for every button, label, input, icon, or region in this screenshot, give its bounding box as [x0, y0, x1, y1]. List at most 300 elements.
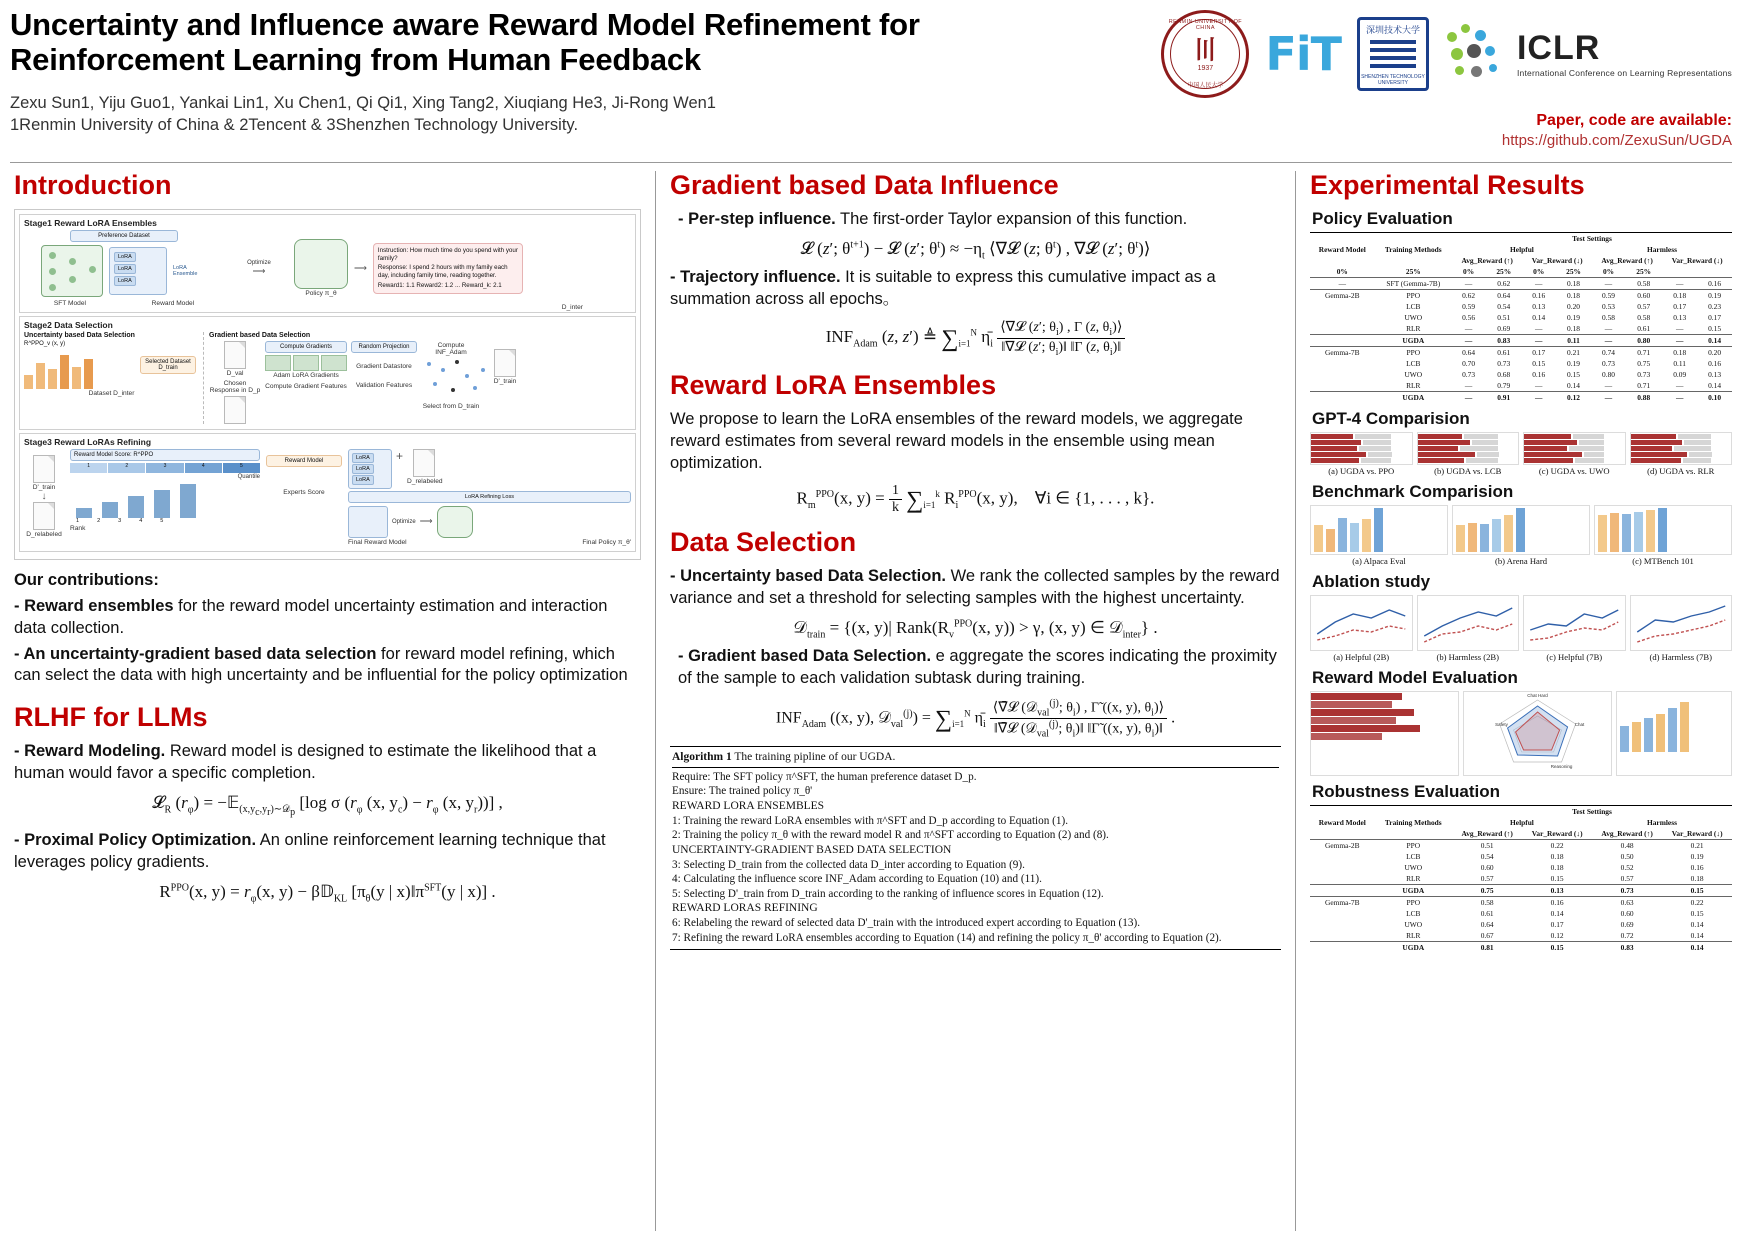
cell-reward-model: — — [1310, 277, 1375, 289]
algorithm-section-3: REWARD LORAS REFINING — [672, 902, 818, 915]
stage2-right-title: Gradient based Data Selection — [209, 331, 311, 339]
cell-value: 0.15 — [1522, 941, 1592, 953]
robustness-table-body — [1310, 839, 1732, 953]
table-row — [1310, 301, 1732, 312]
sztu-logo-cn-text: 深圳技术大学 — [1365, 25, 1420, 35]
cell-reward-model: Gemma-7B — [1310, 346, 1375, 358]
cell-value: 0.83 — [1485, 334, 1522, 346]
ablation-chart-b — [1417, 595, 1520, 651]
gradient-selection-para — [670, 646, 1281, 690]
th-pct-6: 25% — [1566, 266, 1581, 276]
cell-reward-model — [1310, 323, 1375, 335]
uncertainty-text: We rank the collected samples by the reward variance and set a threshold for selecting samples with the highest uncertainty. — [670, 566, 1280, 607]
stage3-title: Stage3 Reward LoRAs Refining — [24, 436, 152, 447]
rm-eval-grouped-bars — [1616, 691, 1732, 776]
cell-value: 0.12 — [1555, 391, 1592, 403]
prompt-instruction: Instruction: How much time do you spend with your family? — [377, 246, 518, 262]
gpt4-figure-row — [1310, 432, 1732, 465]
rm-eval-radar — [1463, 691, 1612, 776]
bar — [1456, 525, 1465, 552]
ablation-figure-row — [1310, 595, 1732, 651]
poster-header — [10, 8, 1732, 158]
cell-value: 0.57 — [1620, 873, 1634, 883]
cell-reward-model — [1310, 930, 1375, 942]
bar — [1314, 525, 1323, 552]
bar — [1516, 508, 1525, 552]
th-avg-reward-harmless: Avg_Reward (↑) — [1601, 255, 1653, 265]
cell-value: 0.14 — [1532, 312, 1546, 322]
th-harmless: Harmless — [1646, 244, 1677, 254]
cell-reward-model — [1310, 884, 1375, 896]
lora-refining-loss-label: LoRA Refining Loss — [348, 491, 631, 503]
availability-label: Paper, code are available: — [1536, 112, 1732, 129]
svg-text:Chat: Chat — [1574, 721, 1585, 727]
page-title: Uncertainty and Influence aware Reward Model Refinement for Reinforcement Learning from Human Feedback — [10, 7, 920, 77]
select-from-dtrain-caption: Select from D_train — [422, 402, 480, 410]
cell-value: 0.11 — [1555, 334, 1592, 346]
ablation-chart-a — [1310, 595, 1413, 651]
reward-modeling-lead: - Reward Modeling. — [14, 742, 166, 761]
adam-lora-grad-caption: Adam LoRA Gradients — [273, 371, 339, 379]
cell-training-method: UGDA — [1375, 941, 1452, 953]
gpt4-caption-c: (c) UGDA vs. UWO — [1538, 465, 1610, 476]
bar — [1598, 515, 1607, 552]
cell-value: 0.54 — [1497, 301, 1511, 311]
gpt4-chart-a — [1310, 432, 1413, 465]
lora-chip-1: LoRA — [114, 252, 136, 262]
cell-value: 0.75 — [1452, 884, 1522, 896]
cell-value: 0.19 — [1567, 358, 1580, 368]
cell-value: 0.14 — [1662, 941, 1732, 953]
cell-value: 0.20 — [1567, 301, 1580, 311]
algorithm-require: Require: The SFT policy π^SFT, the human preference dataset D_p. — [672, 770, 977, 783]
cell-value: — — [1464, 380, 1473, 390]
algorithm-line-2: 2: Training the policy π_θ with the reward model R and π^SFT according to Equation (2) and (8). — [672, 829, 1109, 842]
algorithm-line-1: 1: Training the reward LoRA ensembles with π^SFT and D_p according to Equation (1). — [672, 814, 1068, 827]
cell-value: 0.15 — [1662, 884, 1732, 896]
stage3-relabeled-doc2-icon — [413, 449, 435, 477]
repo-link[interactable]: https://github.com/ZexuSun/UGDA — [1501, 132, 1732, 149]
cell-value: 0.18 — [1555, 289, 1592, 301]
equation-ppo-reward: $R^{PPO}(x$, $y) = r_\varphi(x$, y) − β𝔻$_{KL}$ [$\pi_\theta(y$ | $x)‖\pi^{SFT}(y$ | x)] . — [159, 882, 496, 905]
cell-value: 0.53 — [1602, 301, 1615, 311]
cell-value: — — [1592, 277, 1625, 289]
svg-text:Safety: Safety — [1495, 721, 1509, 727]
cell-value: — — [1662, 277, 1697, 289]
table-row — [1310, 346, 1732, 358]
gradient-text: e aggregate the scores indicating the proximity of the sample to each validation subtask during training. — [678, 646, 1277, 687]
dtrain-out-doc-icon — [494, 349, 516, 377]
cell-value: 0.13 — [1532, 301, 1546, 311]
cell-value: 0.18 — [1662, 289, 1697, 301]
cell-value: 0.54 — [1480, 851, 1494, 861]
bar — [1492, 519, 1501, 552]
sft-model-caption: SFT Model — [53, 299, 86, 307]
cell-value: 0.83 — [1592, 941, 1662, 953]
benchmark-caption-b: (b) Arena Hard — [1494, 555, 1547, 566]
cell-value: 0.73 — [1637, 369, 1651, 379]
ablation-caption-b: (b) Harmless (2B) — [1436, 651, 1500, 662]
cell-value: 0.57 — [1637, 301, 1651, 311]
policy-caption: Policy π_θ — [305, 290, 337, 298]
iclr-logo-icon — [1445, 22, 1732, 86]
bar — [1468, 523, 1477, 552]
ppo-text: An online reinforcement learning technique that leverages policy gradients. — [14, 831, 606, 872]
cell-value: 0.18 — [1567, 323, 1580, 333]
ruc-logo-year: 1937 — [1197, 65, 1214, 72]
header-divider — [10, 162, 1732, 163]
cell-reward-model — [1310, 908, 1375, 919]
equation-trajectory-influence: $INF_{Adam}$ (z, z′) ≜ $\sum_{i=1}^N$ $\etā_i$ $\frac{⟨\nabla 𝓛 (z'; \theta_i) , \Gamma (z, \theta_i)⟩}{‖\nabla 𝓛 (z'; \theta_i)‖ ‖\Gamma (z, \theta_i)‖}$ — [670, 319, 1281, 358]
cell-value: 0.61 — [1480, 908, 1494, 918]
cell-value: 0.18 — [1662, 346, 1697, 358]
table-row — [1310, 930, 1732, 942]
perstep-lead: - Per-step influence. — [678, 209, 836, 228]
algorithm-header — [672, 750, 1279, 768]
equation-lora-mean: $R_m^{PPO}(x$, y) = $\frac{1}{k}$ $\sum_{i=1}^k$ $R_i^{PPO}(x$, y), ∀i ∈ {1, . . . , k}. — [796, 482, 1155, 515]
table-row — [1310, 323, 1732, 335]
cell-training-method: PPO — [1375, 346, 1452, 358]
column-method — [656, 171, 1296, 1231]
lora-ensemble-icon — [109, 247, 167, 295]
iclr-subtitle: International Conference on Learning Representations — [1516, 67, 1732, 78]
cell-training-method: UWO — [1404, 862, 1423, 872]
final-policy-icon — [437, 506, 473, 538]
table-row — [1310, 380, 1732, 392]
cell-value: 0.51 — [1452, 839, 1522, 851]
reward-model-caption: Reward Model — [151, 299, 195, 307]
cell-value: 0.57 — [1480, 873, 1494, 883]
cell-reward-model: Gemma-2B — [1310, 289, 1375, 301]
table-row — [1310, 391, 1732, 403]
cell-value: — — [1662, 391, 1697, 403]
th-helpful: Helpful — [1510, 244, 1534, 254]
contribution-2 — [14, 644, 641, 688]
algorithm-box — [670, 746, 1281, 950]
svg-text:Chat Hard: Chat Hard — [1527, 692, 1548, 698]
cell-value: 0.58 — [1602, 312, 1615, 322]
gpt4-caption-row — [1310, 465, 1732, 476]
cell-reward-model — [1310, 941, 1375, 953]
cell-value: 0.17 — [1522, 346, 1555, 358]
lora-body-text: We propose to learn the LoRA ensembles of the reward models, we aggregate reward estimates from several reward models in the ensemble using mean optimization. — [670, 410, 1243, 473]
plus-icon: + — [396, 448, 404, 463]
cell-value: 0.22 — [1662, 896, 1732, 908]
stage3-dtrain-caption: D'_train — [32, 483, 56, 491]
benchmark-caption-c: (c) MTBench 101 — [1632, 555, 1694, 566]
cell-value: 0.62 — [1452, 289, 1485, 301]
bar — [1480, 524, 1489, 552]
gradient-lead: - Gradient based Data Selection. — [678, 646, 932, 665]
preference-dataset-label: Preference Dataset — [70, 230, 178, 242]
cell-reward-model — [1310, 358, 1375, 369]
cell-value: 0.58 — [1637, 312, 1651, 322]
cell-value: 0.15 — [1550, 873, 1564, 883]
iclr-wordmark: ICLR — [1516, 28, 1601, 67]
poster-columns — [10, 171, 1732, 1231]
table-row — [1310, 851, 1732, 862]
perstep-para — [670, 209, 1281, 231]
bar — [1350, 523, 1359, 552]
cell-value: 0.80 — [1625, 334, 1662, 346]
cell-value: 0.69 — [1497, 323, 1511, 333]
reward-modeling-text: Reward model is designed to estimate the likelihood that a human would favor a specific completion. — [14, 742, 597, 782]
cell-value: 0.91 — [1485, 391, 1522, 403]
policy-table-body — [1310, 277, 1732, 403]
cell-value: 0.16 — [1522, 896, 1592, 908]
lora-ensemble-label: LoRA Ensemble — [173, 264, 198, 277]
cell-value: 0.19 — [1567, 312, 1580, 322]
gpt4-caption-a: (a) UGDA vs. PPO — [1328, 465, 1395, 476]
final-rm-caption: Final Reward Model — [348, 538, 407, 546]
cell-value: 0.13 — [1673, 312, 1687, 322]
cell-value: 0.16 — [1708, 358, 1722, 368]
rm-eval-bars — [1310, 691, 1459, 776]
algorithm-caption: The training pipline of our UGDA. — [731, 750, 896, 763]
arrow-right-icon-2: ⟶ — [354, 262, 367, 273]
section-lora-title: Reward LoRA Ensembles — [670, 370, 997, 401]
table-row — [1310, 884, 1732, 896]
cell-value: 0.18 — [1550, 862, 1564, 872]
contribution-1-lead: - Reward ensembles — [14, 596, 174, 615]
cell-value: 0.59 — [1592, 289, 1625, 301]
table-row — [1310, 839, 1732, 851]
stage3-lora-icon: LoRA LoRA LoRA — [348, 449, 392, 489]
benchmark-figure-row — [1310, 505, 1732, 555]
rm-eval-figure-row — [1310, 691, 1732, 776]
cell-value: 0.13 — [1708, 369, 1722, 379]
th-var-reward-harmless: Var_Reward (↓) — [1671, 255, 1723, 265]
ablation-chart-c — [1523, 595, 1626, 651]
cell-value: 0.13 — [1522, 884, 1592, 896]
stage3-relabeled-caption2: D_relabeled — [407, 477, 443, 485]
influence-scatter-icon — [421, 356, 491, 402]
cell-value: — — [1604, 380, 1613, 390]
chosen-response-caption: Chosen Response in D_p — [209, 379, 261, 394]
cell-value: 0.23 — [1708, 301, 1722, 311]
lora-chip-3: LoRA — [114, 276, 136, 286]
cell-value: 0.14 — [1567, 380, 1580, 390]
cell-value: 0.69 — [1620, 919, 1634, 929]
th-pct-5: 0% — [1533, 266, 1545, 276]
stage3-block: Stage3 Reward LoRAs Refining D'_train ↓ D_relabeled Reward Model Score: R^PPO 1 2 3 4 5 Quantile 1 2 3 4 5 Rank Reward Model Experts Score LoRA LoRA LoRA + D_relabeled LoRA Refining Loss Optimize ⟶ Final Reward Model Final Policy π_θ' — [19, 433, 636, 552]
cell-value: 0.15 — [1690, 908, 1704, 918]
cell-value: 0.17 — [1550, 919, 1564, 929]
cell-training-method: UGDA — [1375, 391, 1452, 403]
stage3-rm-label: Reward Model — [266, 455, 342, 467]
lora-chip-2: LoRA — [114, 264, 136, 274]
random-projection-label: Random Projection — [351, 341, 417, 353]
cell-value: — — [1604, 323, 1613, 333]
bar — [1658, 508, 1667, 552]
section-rlhf-title: RLHF for LLMs — [14, 702, 208, 733]
cell-value: 0.58 — [1625, 277, 1662, 289]
cell-reward-model — [1310, 862, 1375, 873]
stage2-title: Stage2 Data Selection — [24, 319, 113, 330]
contribution-2-text: for reward model refining, which can select the data with high uncertainty and be influential for the policy optimization — [14, 644, 628, 685]
cell-value: 0.61 — [1637, 323, 1651, 333]
cell-value: 0.68 — [1497, 369, 1511, 379]
cell-reward-model — [1310, 334, 1375, 346]
cell-value: 0.19 — [1690, 851, 1704, 861]
arrow-right-icon-3: ⟶ — [419, 516, 433, 527]
iclr-text-block — [1516, 28, 1732, 78]
sztu-logo-en-text: SHENZHEN TECHNOLOGY UNIVERSITY — [1361, 74, 1425, 86]
cell-value: — — [1522, 391, 1555, 403]
ruc-logo-top-text: RENMIN UNIVERSITY OF CHINA — [1168, 19, 1243, 31]
equation-per-step-influence: 𝓛 (z′; $\theta^{t+1}$) − 𝓛 (z′; $\theta^t) \approx -\eta_t$ ⟨∇𝓛 (z; $\theta^t$) , ∇𝓛 (z′; $\theta^t)⟩$ — [800, 238, 1151, 262]
table-row — [1310, 369, 1732, 380]
cell-value: 0.16 — [1522, 289, 1555, 301]
cell-value: 0.12 — [1550, 930, 1564, 940]
gpt4-comparison-title: GPT-4 Comparision — [1312, 408, 1470, 428]
th-pct-1: 0% — [1336, 266, 1348, 276]
cell-value: 0.63 — [1592, 896, 1662, 908]
cell-training-method: LCB — [1406, 358, 1421, 368]
cell-value: 0.60 — [1480, 862, 1494, 872]
uncertainty-lead: - Uncertainty based Data Selection. — [670, 566, 946, 585]
cell-training-method: RLR — [1406, 323, 1421, 333]
equation-gradient-selection: $INF_{Adam}$ ((x, y), 𝒟$_{val}^{(j)}$) = $\sum_{i=1}^N$ $\etā_i$ $\frac{⟨\nablā𝓛 (𝒟_{val}^{(j)}; \theta_i) , \Gammã ((x, y), \theta_i)⟩}{‖\nablā𝓛 (𝒟_{val}^{(j)}; \theta_i)‖ ‖\Gammã ((x, y), \theta_i)‖}$ . — [775, 697, 1176, 740]
cell-value: 0.73 — [1462, 369, 1476, 379]
benchmark-chart-alpaca — [1310, 505, 1448, 555]
cell-value: — — [1592, 334, 1625, 346]
equation-reward-loss: 𝓛$_R$ $(r_\varphi)$ = −𝔼$_{(x,y_c,y_r)\sim 𝒟_p}$ [log σ ($r_\varphi$ (x, $y_c) - r_\varphi$ (x, $y_r$))] , — [152, 792, 503, 819]
th-pct-3: 0% — [1463, 266, 1475, 276]
cell-value: 0.62 — [1485, 277, 1522, 289]
section-introduction-title: Introduction — [14, 170, 172, 200]
cell-value: 0.15 — [1567, 369, 1580, 379]
policy-evaluation-title: Policy Evaluation — [1312, 208, 1453, 228]
section-data-selection-title: Data Selection — [670, 526, 857, 557]
stage3-relabeled-caption: D_relabeled — [26, 530, 62, 538]
cell-value: 0.73 — [1602, 358, 1615, 368]
cell-reward-model — [1310, 851, 1375, 862]
bar — [1374, 508, 1383, 552]
table-row — [1310, 919, 1732, 930]
cell-value: 0.81 — [1452, 941, 1522, 953]
final-policy-caption: Final Policy π_θ' — [582, 538, 631, 546]
logo-row — [1161, 10, 1732, 98]
cell-value: 0.70 — [1462, 358, 1476, 368]
cell-reward-model — [1310, 873, 1375, 885]
table-row — [1310, 941, 1732, 953]
cell-training-method: UWO — [1404, 369, 1423, 379]
table-row — [1310, 312, 1732, 323]
column-results — [1296, 171, 1732, 1231]
algorithm-line-3: 3: Selecting D_train from the collected data D_inter according to Equation (9). — [672, 858, 1025, 871]
cell-value: — — [1452, 334, 1485, 346]
method-overview-figure — [14, 209, 641, 560]
compute-inf-caption: Compute INF_Adam — [435, 341, 467, 356]
ruc-logo-bottom-text: 中国人民大学 — [1187, 83, 1224, 89]
rb-th-avg-helpful: Avg_Reward (↑) — [1461, 828, 1513, 838]
cell-training-method: UGDA — [1375, 334, 1452, 346]
ruc-logo-mark-icon: 〣 — [1192, 35, 1219, 65]
benchmark-chart-mtbench — [1594, 505, 1732, 555]
gpt4-caption-b: (b) UGDA vs. LCB — [1434, 465, 1502, 476]
sztu-logo-bars-icon — [1370, 40, 1416, 72]
prompt-response: Response: I spend 2 hours with my family each day, including family time, reading together. — [377, 264, 508, 280]
rb-th-var-helpful: Var_Reward (↓) — [1531, 828, 1583, 838]
quantile-caption: Quantile — [237, 473, 260, 480]
reward-modeling-para — [14, 741, 641, 785]
th-reward-model: Reward Model — [1310, 232, 1375, 266]
bar — [1504, 515, 1513, 552]
cell-training-method: PPO — [1375, 289, 1452, 301]
cell-value: 0.59 — [1462, 301, 1476, 311]
gpt4-chart-b — [1417, 432, 1520, 465]
cell-value: 0.17 — [1708, 312, 1722, 322]
th-pct-2: 25% — [1405, 266, 1421, 276]
cell-value: 0.64 — [1452, 346, 1485, 358]
rppo-axis-label: R^PPO_v (x, y) — [24, 340, 66, 347]
cell-value: 0.73 — [1592, 884, 1662, 896]
table-row — [1310, 358, 1732, 369]
cell-value: — — [1535, 323, 1543, 333]
gpt4-caption-d: (d) UGDA vs. RLR — [1647, 465, 1715, 476]
iclr-dots-icon — [1445, 22, 1509, 86]
cell-value: 0.11 — [1673, 358, 1687, 368]
cell-reward-model — [1310, 312, 1375, 323]
cell-reward-model — [1310, 391, 1375, 403]
perstep-text: The first-order Taylor expansion of this function. — [835, 209, 1188, 228]
contribution-1-text: for the reward model uncertainty estimation and interaction data collection. — [14, 596, 608, 637]
cell-training-method: RLR — [1406, 873, 1421, 883]
rb-th-test-settings: Test Settings — [1452, 805, 1732, 817]
trajectory-lead: - Trajectory influence. — [670, 268, 841, 287]
cell-value: 0.56 — [1462, 312, 1476, 322]
cell-reward-model — [1310, 301, 1375, 312]
rank-caption: Rank — [70, 524, 86, 532]
cell-value: 0.71 — [1625, 346, 1662, 358]
cell-value: 0.48 — [1592, 839, 1662, 851]
cell-reward-model: Gemma-2B — [1310, 839, 1375, 851]
sztu-logo-icon — [1357, 17, 1429, 91]
gpt4-chart-d — [1630, 432, 1733, 465]
table-row — [1310, 896, 1732, 908]
contribution-1 — [14, 596, 641, 640]
table-row — [1310, 277, 1732, 289]
cell-value: — — [1522, 277, 1555, 289]
prompt-rewards: Reward1: 1.1 Reward2: 1.2 ... Reward_k: 2.1 — [377, 281, 502, 289]
uncertainty-selection-para — [670, 566, 1281, 610]
cell-value: 0.71 — [1637, 380, 1651, 390]
rb-th-helpful: Helpful — [1510, 817, 1534, 827]
cell-value: 0.16 — [1690, 862, 1704, 872]
cell-value: 0.17 — [1673, 301, 1687, 311]
gradient-datastore-caption: Gradient Datastore — [356, 362, 412, 370]
cell-value: 0.10 — [1697, 391, 1732, 403]
ablation-caption-c: (c) Helpful (7B) — [1546, 651, 1603, 662]
cell-value: — — [1675, 380, 1684, 390]
contributions-heading: Our contributions: — [14, 570, 159, 589]
cell-training-method: RLR — [1406, 930, 1421, 940]
robustness-evaluation-title: Robustness Evaluation — [1312, 781, 1500, 801]
cell-value: 0.88 — [1625, 391, 1662, 403]
optimize-label-stage1: Optimize — [247, 259, 271, 266]
cell-value: 0.21 — [1555, 346, 1592, 358]
interaction-sample-box — [373, 243, 523, 294]
cell-value: 0.72 — [1620, 930, 1634, 940]
dtrain-caption: D_val — [226, 369, 244, 377]
dinter-dataset-caption: Dataset D_inter — [88, 389, 135, 397]
ablation-caption-d: (d) Harmless (7B) — [1649, 651, 1713, 662]
bar — [1634, 512, 1643, 552]
cell-value: 0.50 — [1620, 851, 1634, 861]
table-row — [1310, 334, 1732, 346]
th-test-settings: Test Settings — [1452, 232, 1732, 244]
